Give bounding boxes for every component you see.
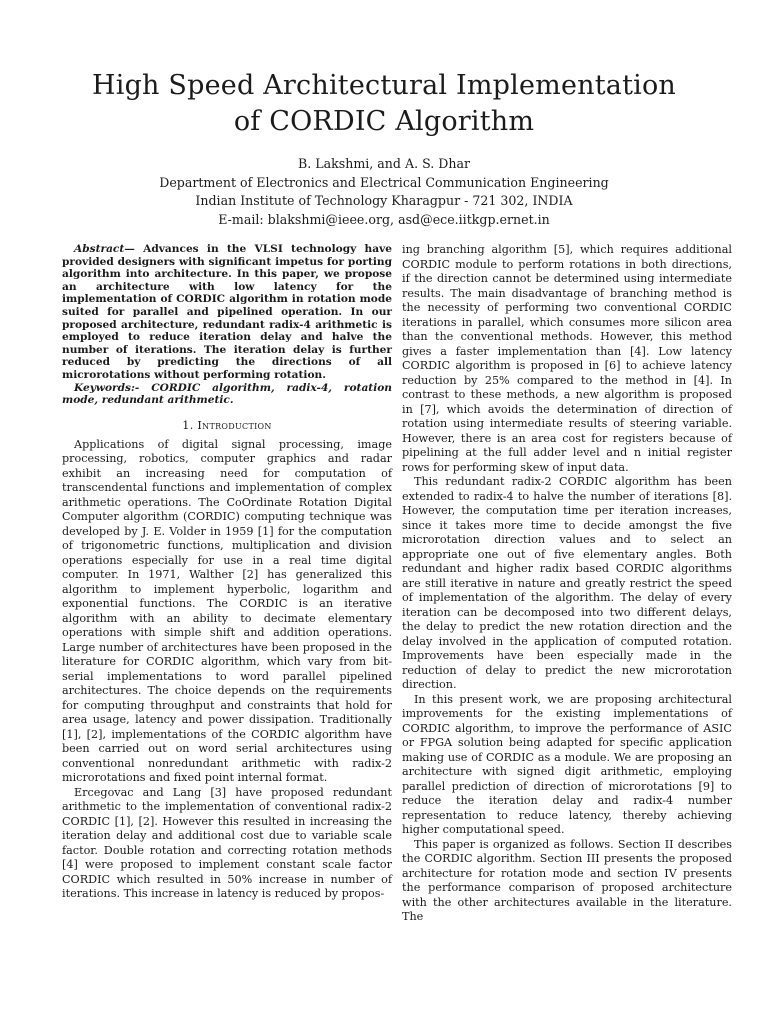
keywords: Keywords:- CORDIC algorithm, radix-4, rotation mode, redundant arithmetic. <box>62 381 392 407</box>
intro-paragraph-1: Applications of digital signal processing, image processing, robotics, computer graphics and radar exhibit an increasing need for computation of transcendental functions and implementation of complex arithmetic operations. The CoOrdinate Rotation Digital Computer algorithm (CORDIC) computing technique was developed by J. E. Volder in 1959 [1] for the computation of trigonometric functions, multiplication and division operations especially for use in a real time digital computer. In 1971, Walther [2] has generalized this algorithm to implement hyperbolic, logarithm and exponential functions. The CORDIC is an iterative algorithm with an ability to decimate elementary operations with simple shift and addition operations. Large number of architectures have been proposed in the literature for CORDIC algorithm, which vary from bit-serial implementations to word parallel pipelined architectures. The choice depends on the requirements for computing throughput and constraints that hold for area usage, latency and power dissipation. Traditionally [1], [2], implementations of the CORDIC algorithm have been carried out on word serial architectures using conventional nonredundant arithmetic with radix-2 microrotations and fixed point internal format. <box>62 437 392 785</box>
author-institute: Indian Institute of Technology Kharagpur - 721 302, INDIA <box>195 193 573 208</box>
abstract-label: Abstract <box>74 243 125 255</box>
author-block <box>40 155 728 229</box>
right-column <box>402 243 732 925</box>
intro-paragraph-3: This redundant radix-2 CORDIC algorithm has been extended to radix-4 to halve the number of iterations [8]. However, the computation time per iteration increases, since it takes more time to decide amongst the five microrotation direction values and to select an appropriate one out of five elementary angles. Both redundant and higher radix based CORDIC algorithms are still iterative in nature and greatly restrict the speed of implementation of the algorithm. The delay of every iteration can be decomposed into two different delays, the delay to predict the new rotation direction and the delay involved in the application of computed rotation. Improvements have been especially made in the reduction of delay to predict the new microrotation direction. <box>402 475 732 691</box>
left-column <box>62 243 392 902</box>
intro-paragraph-2: Ercegovac and Lang [3] have proposed redundant arithmetic to the implementation of conventional radix-2 CORDIC [1], [2]. However this resulted in increasing the iteration delay and additional cost due to variable scale factor. Double rotation and correcting rotation methods [4] were proposed to implement constant scale factor CORDIC which resulted in 50% increase in number of iterations. This increase in latency is reduced by propos- <box>62 785 392 901</box>
paper-title-line-2: of CORDIC Algorithm <box>233 106 535 137</box>
intro-paragraph-5: This paper is organized as follows. Section II describes the CORDIC algorithm. Section III presents the proposed architecture for rotation mode and section IV presents the performance comparison of proposed architecture with the other architectures available in the literature. The <box>402 837 732 923</box>
abstract-text: — Advances in the VLSI technology have provided designers with significant impetus for porting algorithm into architecture. In this paper, we propose an architecture with low latency for the implementation of CORDIC algorithm in rotation mode suited for parallel and pipelined operation. In our proposed architecture, redundant radix-4 arithmetic is employed to reduce iteration delay and halve the number of iterations. The iteration delay is further reduced by predicting the directions of all microrotations without performing rotation. <box>62 243 392 381</box>
section-heading-introduction: 1. Introduction <box>182 418 272 432</box>
author-email: E-mail: blakshmi@ieee.org, asd@ece.iitkgp.ernet.in <box>218 211 550 227</box>
author-department: Department of Electronics and Electrical Communication Engineering <box>159 174 609 190</box>
paper-title-line-1: High Speed Architectural Implementation <box>91 70 676 101</box>
author-names: B. Lakshmi, and A. S. Dhar <box>297 156 471 171</box>
paper-title <box>40 68 728 140</box>
intro-paragraph-4: In this present work, we are proposing architectural improvements for the existing implementations of CORDIC algorithm, to improve the performance of ASIC or FPGA solution being adapted for specific application making use of CORDIC as a module. We are proposing an architecture with signed digit arithmetic, employing parallel prediction of direction of microrotations [9] to reduce the iteration delay and radix-4 number representation to reduce latency, thereby achieving higher computational speed. <box>402 692 732 836</box>
abstract <box>62 243 392 382</box>
intro-paragraph-2-continued: ing branching algorithm [5], which requires additional CORDIC module to perform rotations in both directions, if the direction cannot be determined using intermediate results. The main disadvantage of branching method is the necessity of performing two conventional CORDIC iterations in parallel, which consumes more silicon area than the conventional methods. However, this method gives a faster implementation than [4]. Low latency CORDIC algorithm is proposed in [6] to achieve latency reduction by 25% compared to the method in [4]. In contrast to these methods, a new algorithm is proposed in [7], which avoids the determination of direction of rotation using intermediate results of steering variable. However, there is an area cost for registers because of pipelining at the full adder level and n initial register rows for performing skew of input data. <box>402 243 732 474</box>
